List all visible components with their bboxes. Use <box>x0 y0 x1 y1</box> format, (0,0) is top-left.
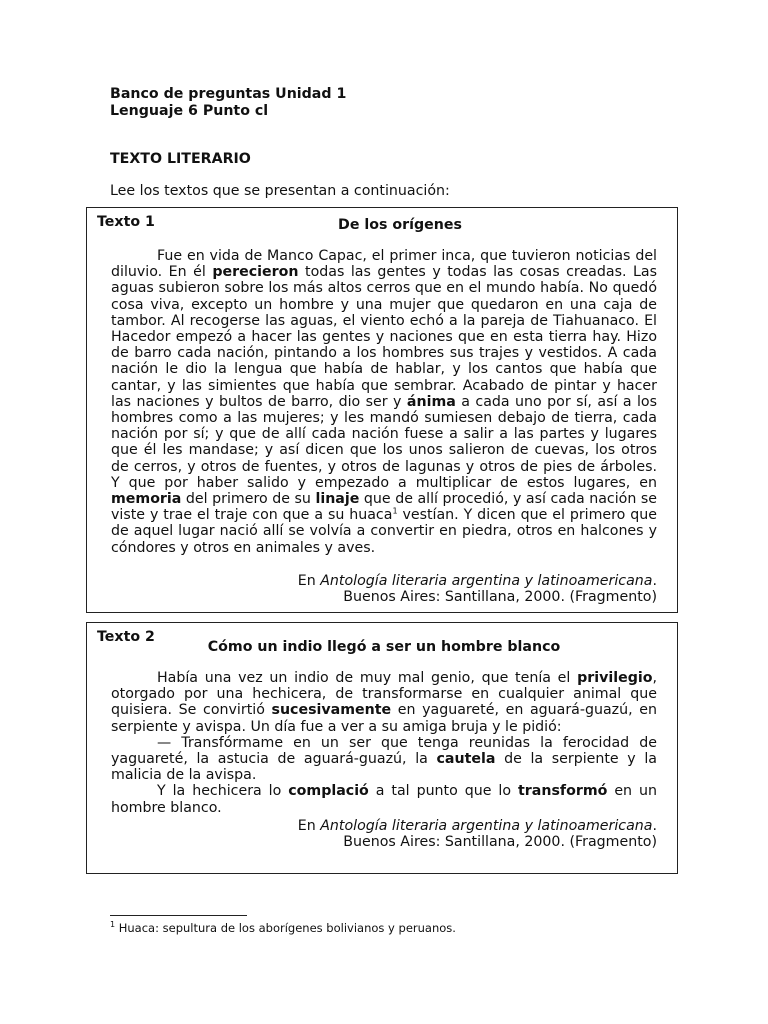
vocab-word-anima: ánima <box>406 393 456 410</box>
source-line-1 <box>298 573 657 589</box>
texto-1-title <box>87 217 677 233</box>
document-header <box>110 86 346 120</box>
text-run: en un hombre blanco. <box>111 783 657 816</box>
section-title: TEXTO LITERARIO <box>110 151 251 167</box>
text-run: a cada uno por sí, así a los hombres como a las mujeres; y les mandó sumiesen debajo de tierra, cada nación por sí; y que de allí cada nación fuese a salir a las partes y lugares que él les mandase; y así dicen que los unos salieron de cuevas, los otros de cerros, y otros de fuentes, y otros de lagunas y otros de pies de árboles. Y que por haber salido y empezado a multiplicar de estos lugares, en <box>111 393 657 491</box>
vocab-word-linaje: linaje <box>315 491 360 508</box>
texto-2-title-text: Cómo un indio llegó a ser un hombre blanco <box>207 639 561 655</box>
instructions: Lee los textos que se presentan a continuación: <box>110 183 450 199</box>
text-run: Y la hechicera lo <box>157 783 289 800</box>
footnote-divider <box>110 915 247 916</box>
text-run: a tal punto que lo <box>368 783 519 800</box>
text-run: Fue en vida de Manco Capac, el primer inca, que tuvieron noticias del diluvio. En él <box>111 248 657 281</box>
texto-2-paragraph-3 <box>111 783 657 815</box>
text-run: que de allí procedió, y así cada nación se viste y trae el traje con que a su huaca <box>111 491 658 524</box>
texto-1-paragraph <box>111 248 657 556</box>
text-run: . <box>652 818 657 834</box>
texto-2-paragraph-2 <box>111 735 657 784</box>
vocab-word-complacio: complació <box>288 783 369 800</box>
footnote-mark: 1 <box>110 920 116 930</box>
header-line-2: Lenguaje 6 Punto cl <box>110 103 269 119</box>
texto-2-label: Texto 2 <box>97 629 155 645</box>
text-run: Había una vez un indio de muy mal genio, que tenía el <box>157 670 578 686</box>
text-run: vestían. Y dicen que el primero que de aquel lugar nació allí se volvía a convertir en piedra, otros en halcones y cóndores y otros en animales y aves. <box>111 507 658 556</box>
source-line-1 <box>298 818 657 834</box>
texto-2-title <box>87 639 677 655</box>
text-run: de la serpiente y la malicia de la avispa. <box>111 751 657 784</box>
texto-1-title-text: De los orígenes <box>338 217 462 233</box>
footnote-text: Huaca: sepultura de los aborígenes bolivianos y peruanos. <box>115 921 456 935</box>
texto-2-box <box>86 622 678 874</box>
source-book-title: Antología literaria argentina y latinoamericana <box>320 818 653 834</box>
texto-1-source <box>298 573 657 605</box>
text-run: en yaguareté, en aguará-guazú, en serpiente y avispa. Un día fue a ver a su amiga bruja y le pidió: <box>111 702 657 735</box>
text-run: , otorgado por una hechicera, de transformarse en cualquier animal que quisiera. Se convirtió <box>111 670 657 719</box>
texto-2-source <box>298 818 657 850</box>
texto-1-box <box>86 207 678 613</box>
vocab-word-perecieron: perecieron <box>212 264 299 281</box>
source-line-2: Buenos Aires: Santillana, 2000. (Fragmento) <box>343 589 657 606</box>
vocab-word-memoria: memoria <box>111 491 182 508</box>
vocab-word-sucesivamente: sucesivamente <box>271 702 392 719</box>
vocab-word-transformo: transformó <box>518 783 608 800</box>
text-run: En <box>297 818 321 834</box>
texto-1-body <box>111 248 657 556</box>
source-line-2: Buenos Aires: Santillana, 2000. (Fragmento) <box>343 834 657 851</box>
texto-2-body <box>111 670 657 816</box>
text-run: . <box>652 573 657 589</box>
footnote <box>110 921 456 935</box>
vocab-word-cautela: cautela <box>436 751 496 768</box>
vocab-word-privilegio: privilegio <box>577 670 653 686</box>
text-run: En <box>297 573 321 589</box>
text-run: todas las gentes y todas las cosas creadas. Las aguas subieron sobre los más altos cerros que en el mundo había. No quedó cosa viva, excepto un hombre y una mujer que quedaron en una caja de tambor. Al recogerse las aguas, el viento echó a la pareja de Tiahuanaco. El Hacedor empezó a hacer las gentes y naciones que en esta tierra hay. Hizo de barro cada nación, pintando a los hombres sus trajes y vestidos. A cada nación le dio la lengua que había de hablar, y los cantos que había que cantar, y las simientes que había que sembrar. Acabado de pintar y hacer las naciones y bultos de barro, dio ser y <box>111 264 657 410</box>
footnote-reference: 1 <box>392 506 398 516</box>
header-line-1: Banco de preguntas Unidad 1 <box>110 86 347 102</box>
text-run: del primero de su <box>181 491 316 508</box>
text-run: — Transfórmame en un ser que tenga reunidas la ferocidad de yaguareté, la astucia de aguará-guazú, la <box>111 734 657 768</box>
texto-1-label: Texto 1 <box>97 214 155 230</box>
texto-2-paragraph-1 <box>111 670 657 735</box>
source-book-title: Antología literaria argentina y latinoamericana <box>320 573 653 589</box>
